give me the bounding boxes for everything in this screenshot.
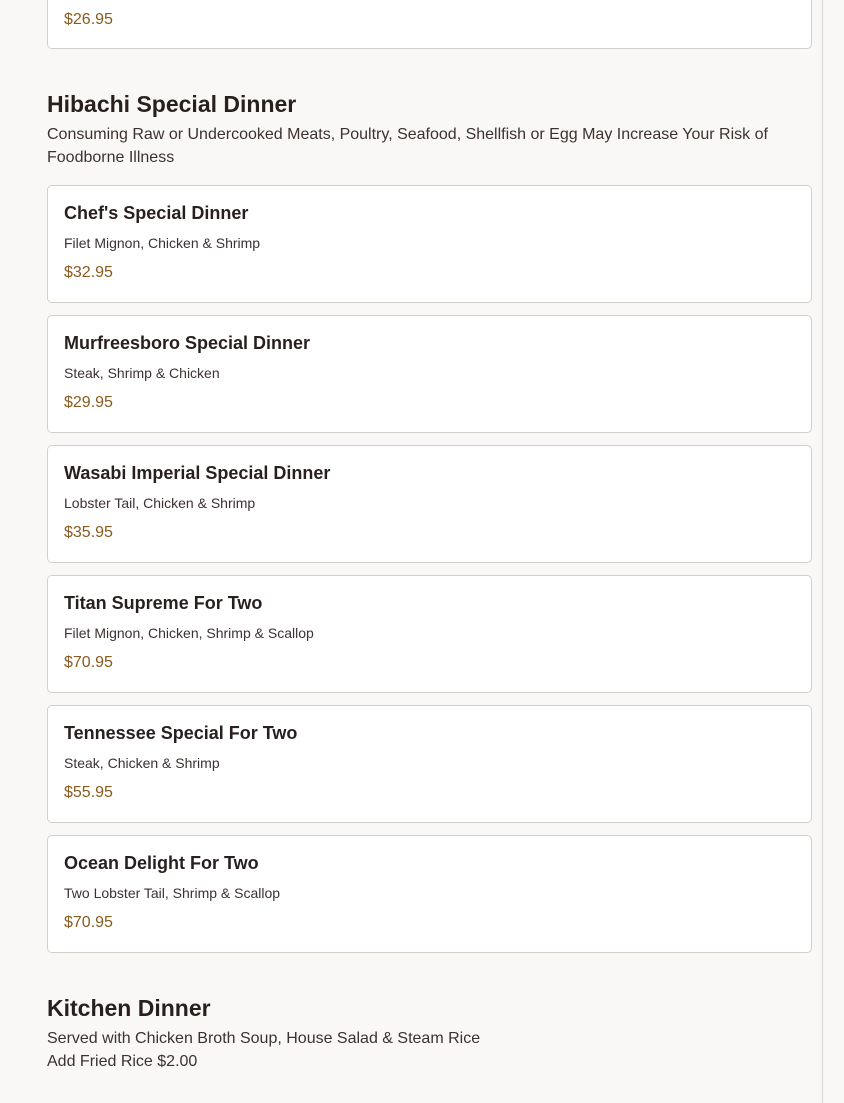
item-name: Murfreesboro Special Dinner bbox=[64, 333, 311, 353]
menu-section-kitchen-dinner bbox=[47, 993, 812, 1073]
section-title: Kitchen Dinner bbox=[47, 995, 211, 1021]
menu-item-card[interactable] bbox=[47, 445, 812, 563]
item-price: $35.95 bbox=[64, 524, 113, 541]
item-description: Filet Mignon, Chicken, Shrimp & Scallop bbox=[64, 625, 314, 641]
item-name: Wasabi Imperial Special Dinner bbox=[64, 463, 331, 483]
menu-item-card[interactable] bbox=[47, 705, 812, 823]
item-price: $70.95 bbox=[64, 654, 113, 671]
menu-section-hibachi-special-dinner bbox=[47, 89, 812, 953]
item-name: Tennessee Special For Two bbox=[64, 723, 298, 743]
item-price: $70.95 bbox=[64, 914, 113, 931]
item-description: Two Lobster Tail, Shrimp & Scallop bbox=[64, 885, 281, 901]
section-description: Consuming Raw or Undercooked Meats, Poultry, Seafood, Shellfish or Egg May Increase Your Risk of Foodborne Illness bbox=[47, 126, 768, 166]
menu-item-card[interactable] bbox=[47, 0, 812, 49]
menu-content bbox=[47, 0, 812, 1073]
item-name: Ocean Delight For Two bbox=[64, 853, 259, 873]
menu-item-card[interactable] bbox=[47, 315, 812, 433]
menu-item-card[interactable] bbox=[47, 185, 812, 303]
section-title: Hibachi Special Dinner bbox=[47, 91, 297, 117]
menu-item-card[interactable] bbox=[47, 835, 812, 953]
section-description: Served with Chicken Broth Soup, House Salad & Steam Rice Add Fried Rice $2.00 bbox=[47, 1030, 481, 1070]
item-name: Chef's Special Dinner bbox=[64, 203, 249, 223]
item-price: $29.95 bbox=[64, 394, 113, 411]
item-description: Steak, Chicken & Shrimp bbox=[64, 755, 220, 771]
item-description: Lobster Tail, Chicken & Shrimp bbox=[64, 495, 256, 511]
menu-item-card[interactable] bbox=[47, 575, 812, 693]
item-price: $32.95 bbox=[64, 264, 113, 281]
item-name: Titan Supreme For Two bbox=[64, 593, 263, 613]
item-price: $26.95 bbox=[64, 11, 113, 28]
item-description: Steak, Shrimp & Chicken bbox=[64, 365, 220, 381]
item-description: Filet Mignon, Chicken & Shrimp bbox=[64, 235, 261, 251]
item-price: $55.95 bbox=[64, 784, 113, 801]
